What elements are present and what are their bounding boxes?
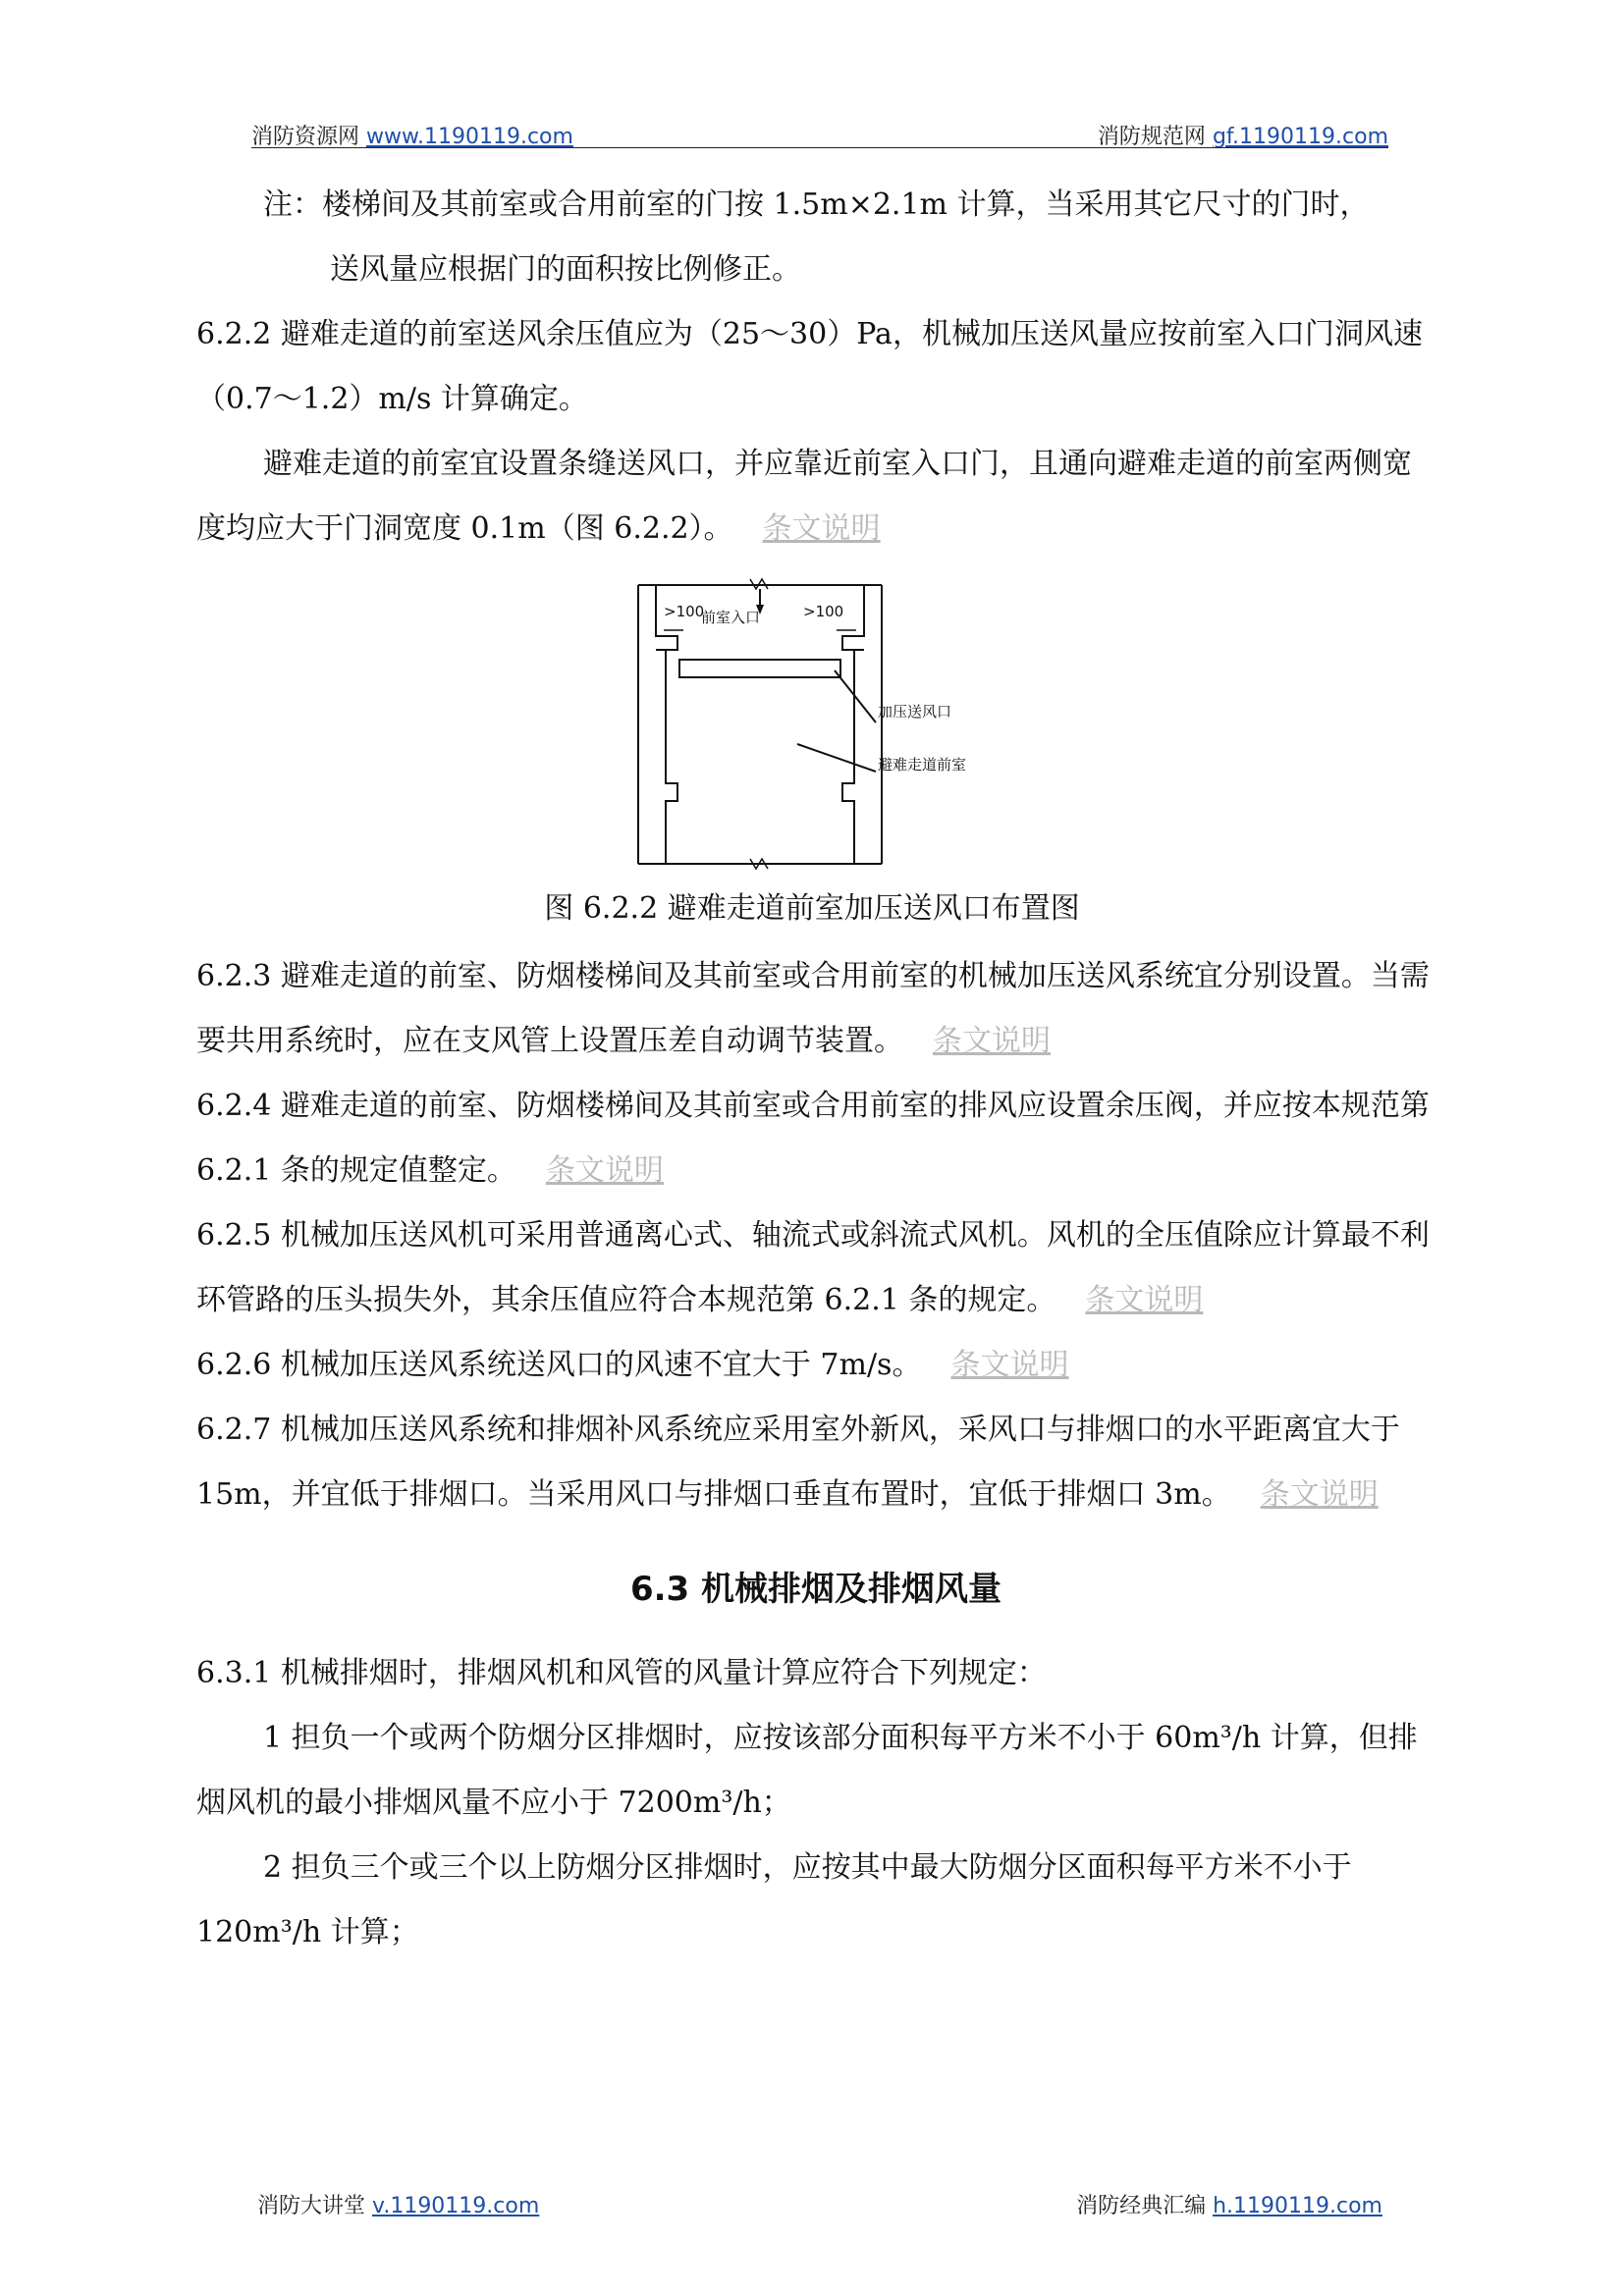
clause-6-2-2-a: 6.2.2 避难走道的前室送风余压值应为（25～30）Pa，机械加压送风量应按前室入口门洞风速（0.7～1.2）m/s 计算确定。	[196, 317, 1423, 416]
dim-left-label: >100	[664, 603, 705, 620]
clause-6-2-6	[196, 1333, 1435, 1398]
explanation-link[interactable]: 条文说明	[545, 1153, 664, 1188]
explanation-link[interactable]: 条文说明	[762, 511, 881, 546]
clause-6-2-3-text: 6.2.3 避难走道的前室、防烟楼梯间及其前室或合用前室的机械加压送风系统宜分别设置。当需要共用系统时，应在支风管上设置压差自动调节装置。	[196, 959, 1430, 1058]
body-text-top	[196, 173, 1435, 561]
note-line-1: 注：楼梯间及其前室或合用前室的门按 1.5m×2.1m 计算，当采用其它尺寸的门时，	[263, 187, 1370, 222]
clause-6-2-5	[196, 1203, 1435, 1333]
header-right-link[interactable]: gf.1190119.com	[1212, 125, 1388, 149]
explanation-link[interactable]: 条文说明	[1260, 1477, 1379, 1512]
figure-caption: 图 6.2.2 避难走道前室加压送风口布置图	[544, 891, 1080, 926]
entry-label: 前室入口	[701, 609, 761, 626]
body-text-bottom	[196, 944, 1435, 1965]
header-right-label: 消防规范网	[1097, 125, 1206, 149]
footer-right	[1076, 2189, 1382, 2219]
clause-6-3-1: 6.3.1 机械排烟时，排烟风机和风管的风量计算应符合下列规定：	[196, 1656, 1047, 1690]
footer-left	[257, 2189, 539, 2219]
section-title: 6.3 机械排烟及排烟风量	[629, 1570, 1002, 1609]
header-left	[251, 120, 573, 150]
footer-right-link[interactable]: h.1190119.com	[1213, 2194, 1382, 2218]
footer-left-label: 消防大讲堂	[257, 2194, 366, 2218]
footer-right-label: 消防经典汇编	[1076, 2194, 1207, 2218]
note-line-2: 送风量应根据门的面积按比例修正。	[330, 252, 801, 287]
explanation-link[interactable]: 条文说明	[950, 1348, 1069, 1382]
clause-6-2-7	[196, 1398, 1435, 1527]
clause-6-2-5-text: 6.2.5 机械加压送风机可采用普通离心式、轴流式或斜流式风机。风机的全压值除应计算最不利环管路的压头损失外，其余压值应符合本规范第 6.2.1 条的规定。	[196, 1218, 1430, 1317]
footer-left-link[interactable]: v.1190119.com	[372, 2194, 540, 2218]
figure-6-2-2	[628, 577, 1041, 872]
header-right	[1098, 120, 1388, 150]
outlet-label: 加压送风口	[878, 703, 952, 721]
header-left-link[interactable]: www.1190119.com	[366, 125, 573, 149]
clause-6-2-3	[196, 944, 1435, 1074]
clause-6-2-2-b-text: 避难走道的前室宜设置条缝送风口，并应靠近前室入口门，且通向避难走道的前室两侧宽度均应大于门洞宽度 0.1m（图 6.2.2）。	[196, 447, 1412, 546]
clause-6-2-4-text: 6.2.4 避难走道的前室、防烟楼梯间及其前室或合用前室的排风应设置余压阀，并应按本规范第 6.2.1 条的规定值整定。	[196, 1089, 1430, 1188]
room-label: 避难走道前室	[878, 756, 967, 774]
header-divider	[251, 147, 1388, 148]
header-left-label: 消防资源网	[251, 125, 360, 149]
figure-diagram	[628, 577, 1041, 872]
clause-6-2-7-text: 6.2.7 机械加压送风系统和排烟补风系统应采用室外新风，采风口与排烟口的水平距离宜大于 15m，并宜低于排烟口。当采用风口与排烟口垂直布置时，宜低于排烟口 3m。	[196, 1413, 1400, 1512]
explanation-link[interactable]: 条文说明	[1085, 1283, 1204, 1317]
explanation-link[interactable]: 条文说明	[933, 1024, 1051, 1058]
dim-right-label: >100	[803, 603, 844, 620]
clause-6-2-4	[196, 1074, 1435, 1203]
clause-6-2-6-text: 6.2.6 机械加压送风系统送风口的风速不宜大于 7m/s。	[196, 1348, 922, 1382]
clause-6-2-2-b	[196, 432, 1435, 561]
clause-6-3-1-item-2: 2 担负三个或三个以上防烟分区排烟时，应按其中最大防烟分区面积每平方米不小于 120m³/h 计算；	[196, 1850, 1352, 1949]
clause-6-3-1-item-1: 1 担负一个或两个防烟分区排烟时，应按该部分面积每平方米不小于 60m³/h 计算，但排烟风机的最小排烟风量不应小于 7200m³/h；	[196, 1721, 1418, 1820]
